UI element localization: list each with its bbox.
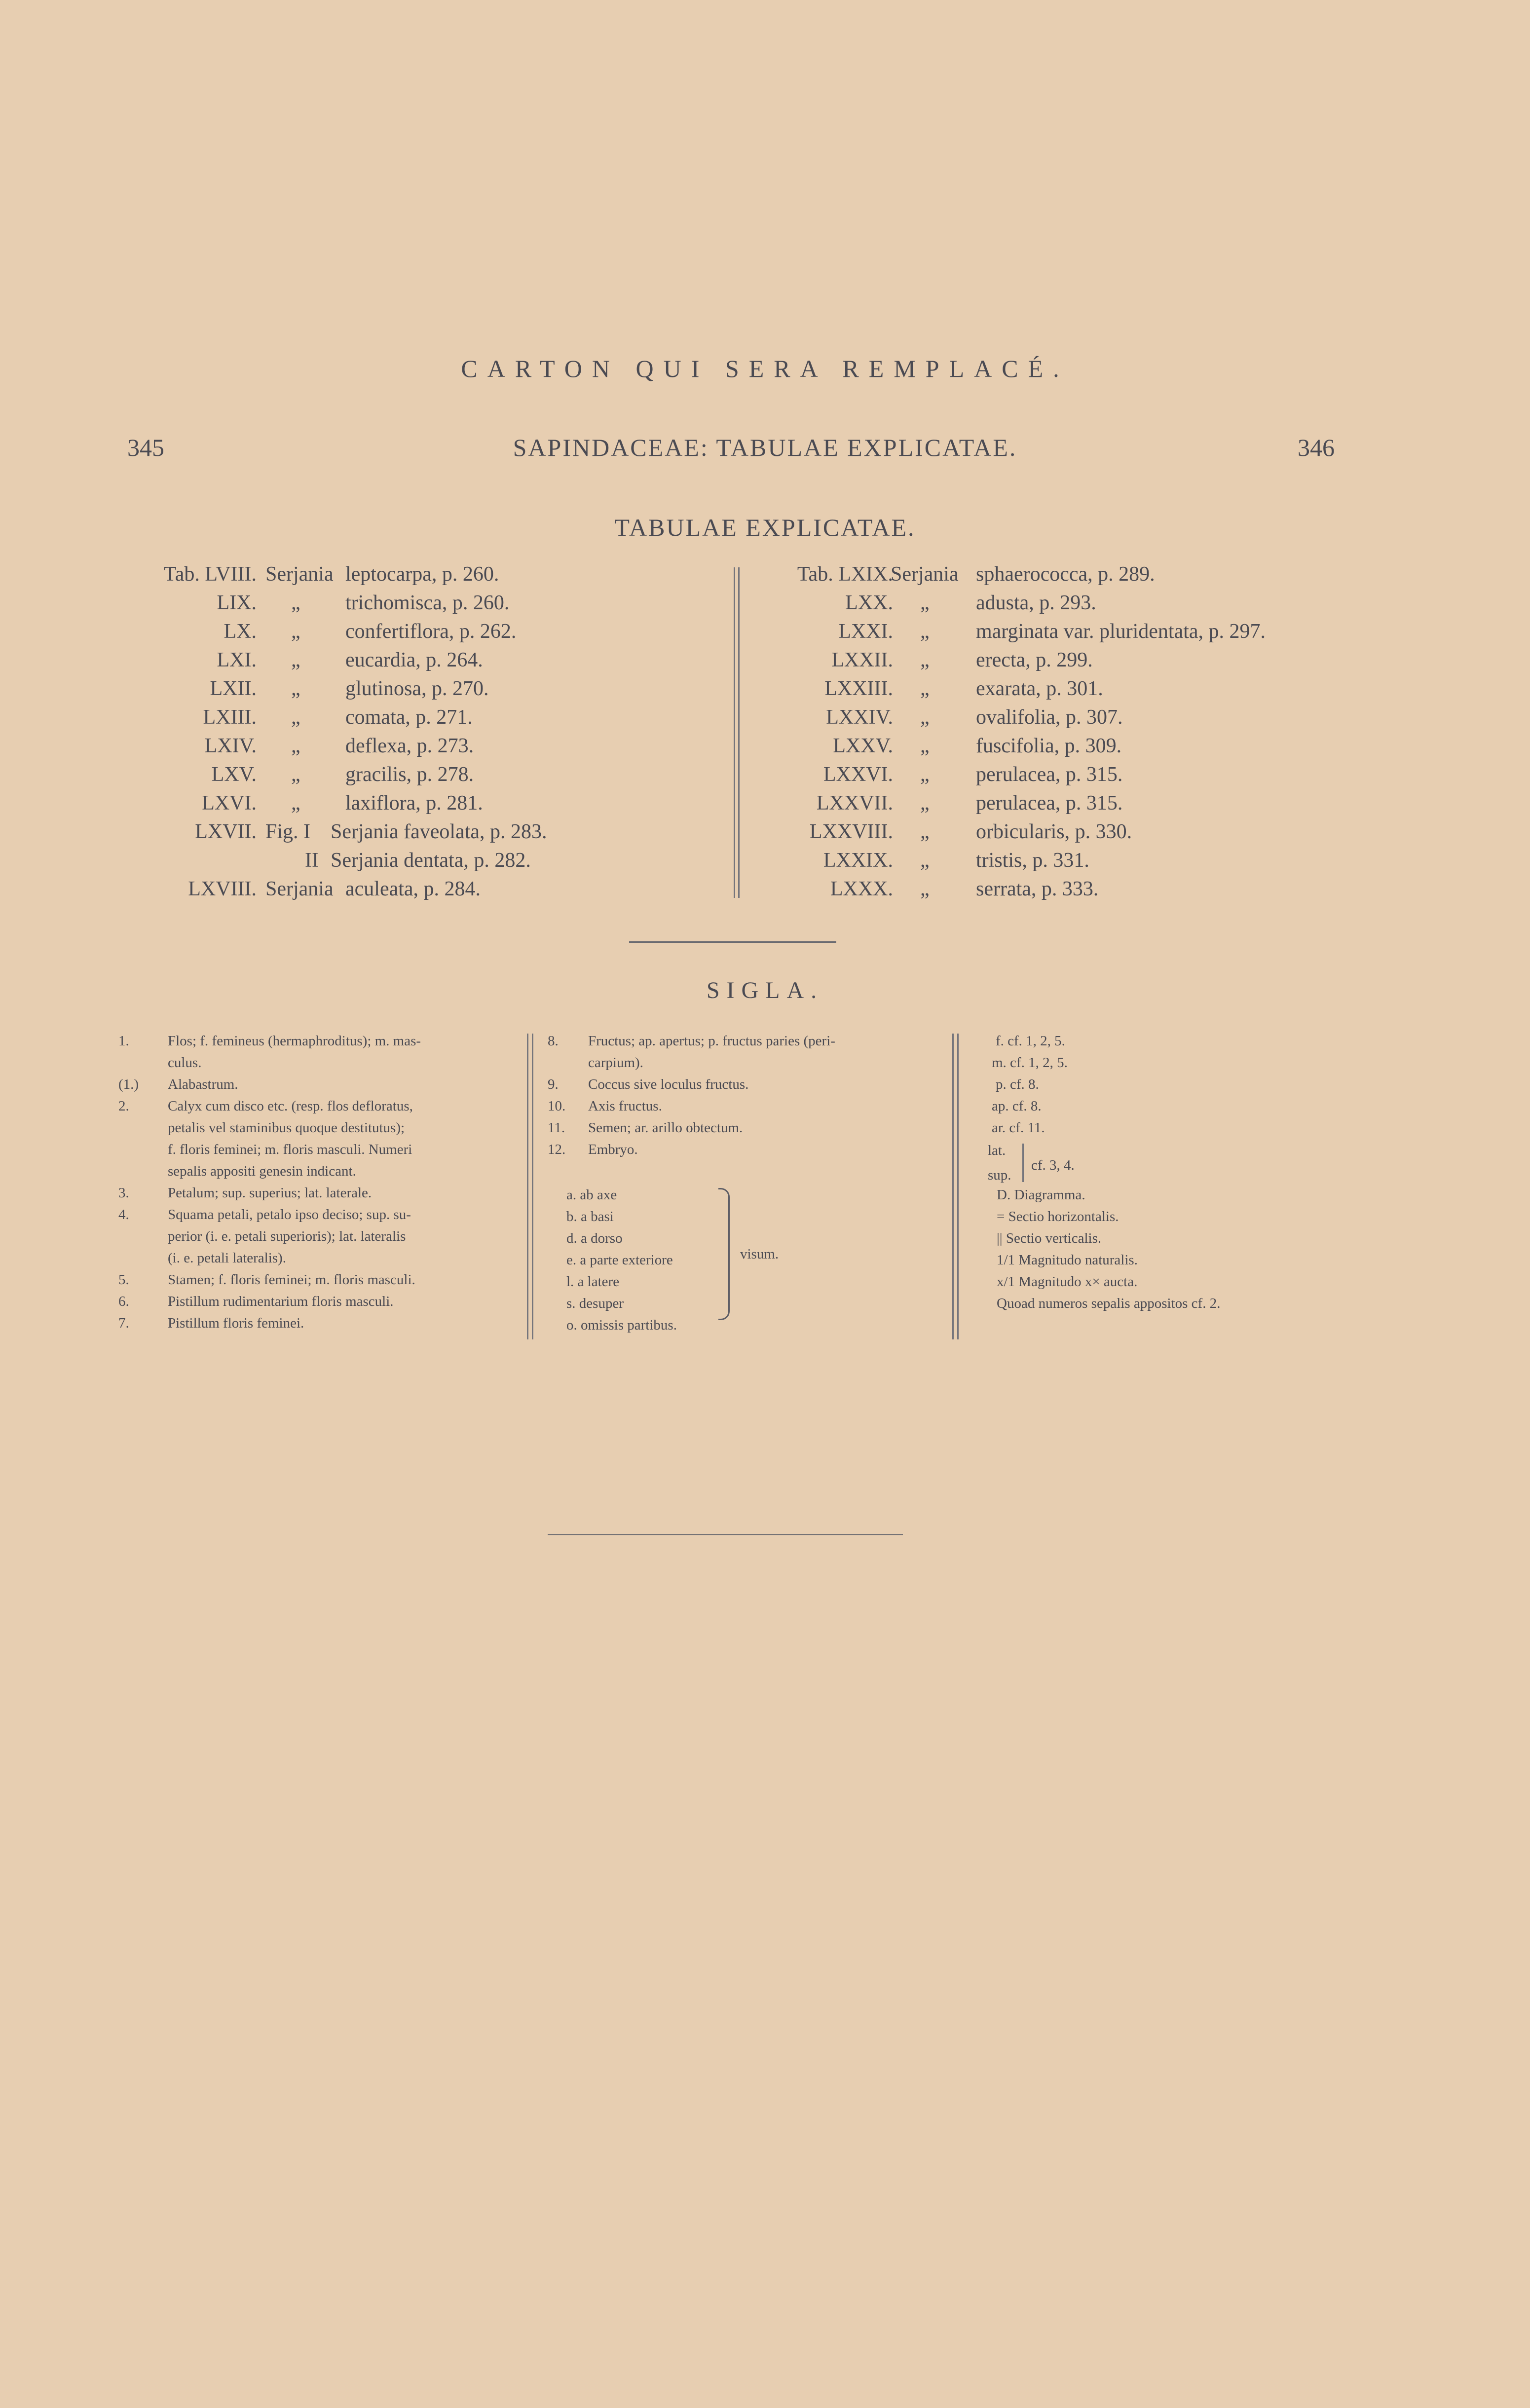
plate-species: tristis, p. 331. [976, 849, 1089, 872]
plate-number: LXXX. [830, 878, 893, 900]
sigla-text: Stamen; f. floris feminei; m. floris masculi. [168, 1272, 415, 1288]
plate-species: orbicularis, p. 330. [976, 820, 1132, 843]
plate-species: sphaerococca, p. 289. [976, 563, 1155, 586]
plate-number: LXX. [845, 592, 893, 614]
sigla-view: d. a dorso [566, 1230, 623, 1246]
sigla-view: a. ab axe [566, 1187, 617, 1203]
plate-species: ovalifolia, p. 307. [976, 706, 1123, 729]
plate-species: exarata, p. 301. [976, 677, 1103, 700]
plate-number: Tab. LXIX. [797, 563, 893, 586]
plate-genus: „ [291, 763, 300, 786]
sigla-text: Calyx cum disco etc. (resp. flos defloratus, [168, 1098, 413, 1114]
plate-number: LXVIII. [188, 878, 257, 900]
sigla-text: sepalis appositi genesin indicant. [168, 1163, 356, 1179]
plate-genus: „ [291, 620, 300, 643]
plate-number: LXI. [217, 649, 257, 671]
sigla-reference: m. cf. 1, 2, 5. [992, 1055, 1068, 1071]
sigla-view: s. desuper [566, 1296, 624, 1311]
plate-number: LXXV. [833, 735, 893, 757]
sigla-number: 9. [548, 1076, 559, 1092]
plate-species: serrata, p. 333. [976, 878, 1099, 900]
sigla-text: Coccus sive loculus fructus. [588, 1076, 749, 1092]
plate-species: eucardia, p. 264. [345, 649, 483, 671]
sigla-symbol: x/1 Magnitudo x× aucta. [997, 1274, 1138, 1290]
plate-entry [0, 877, 1480, 905]
plate-number: LXXIV. [826, 706, 893, 729]
plate-species: Serjania dentata, p. 282. [331, 849, 531, 872]
plate-entry [0, 591, 1480, 619]
views-brace [718, 1188, 730, 1320]
sigla-number: 3. [118, 1185, 129, 1201]
plate-genus: „ [291, 735, 300, 757]
section-rule [629, 941, 836, 943]
plate-species: fuscifolia, p. 309. [976, 735, 1122, 757]
sigla-symbol: Quoad numeros sepalis appositos cf. 2. [997, 1296, 1221, 1311]
sigla-title: SIGLA. [706, 977, 824, 1003]
plate-entry [0, 791, 1480, 819]
plate-species: erecta, p. 299. [976, 649, 1093, 671]
page-number-right: 346 [1298, 434, 1335, 461]
plate-number: LXIV. [204, 735, 257, 757]
sigla-number: 12. [548, 1142, 566, 1157]
plate-entry [0, 820, 1480, 848]
sigla-number: 6. [118, 1294, 129, 1309]
sigla-text: perior (i. e. petali superioris); lat. lateralis [168, 1228, 406, 1244]
sigla-text: (i. e. petali lateralis). [168, 1250, 286, 1266]
plate-number: LXII. [210, 677, 257, 700]
sigla-view: b. a basi [566, 1209, 614, 1224]
plate-entry [0, 620, 1480, 647]
plate-number: LXXIII. [824, 677, 893, 700]
sigla-text: Fructus; ap. apertus; p. fructus paries (peri- [588, 1033, 835, 1049]
plate-genus: „ [291, 592, 300, 614]
column-divider [952, 1034, 954, 1339]
sigla-reference: f. cf. 1, 2, 5. [996, 1033, 1065, 1049]
sigla-number: 8. [548, 1033, 559, 1049]
plate-number: LXV. [211, 763, 257, 786]
sigla-symbol: || Sectio verticalis. [997, 1230, 1102, 1246]
views-label: visum. [740, 1246, 779, 1262]
plate-genus: „ [920, 820, 930, 843]
plate-species: perulacea, p. 315. [976, 763, 1123, 786]
sigla-symbol: D. Diagramma. [997, 1187, 1085, 1203]
sigla-reference: p. cf. 8. [996, 1076, 1039, 1092]
plate-species: marginata var. pluridentata, p. 297. [976, 620, 1266, 643]
plate-species: adusta, p. 293. [976, 592, 1096, 614]
plate-species: gracilis, p. 278. [345, 763, 474, 786]
plate-species: aculeata, p. 284. [345, 878, 481, 900]
column-divider [957, 1034, 959, 1339]
plate-genus: „ [920, 677, 930, 700]
plate-number: Tab. LVIII. [164, 563, 257, 586]
sigla-view: l. a latere [566, 1274, 620, 1290]
plate-entry [0, 648, 1480, 676]
plate-genus: „ [920, 763, 930, 786]
sigla-view: o. omissis partibus. [566, 1317, 677, 1333]
plate-species: glutinosa, p. 270. [345, 677, 489, 700]
plate-genus: „ [920, 592, 930, 614]
sigla-text: petalis vel staminibus quoque destitutus); [168, 1120, 405, 1136]
sigla-text: Squama petali, petalo ipso deciso; sup. su- [168, 1207, 411, 1223]
plate-number: LXXII. [831, 649, 893, 671]
plate-species: confertiflora, p. 262. [345, 620, 517, 643]
plate-number: LXVI. [202, 792, 257, 815]
plate-number: LXIII. [203, 706, 257, 729]
sigla-reference: lat. [988, 1143, 1006, 1158]
sigla-reference: ap. cf. 8. [992, 1098, 1042, 1114]
plate-number: LXVII. [195, 820, 257, 843]
sigla-text: Flos; f. femineus (hermaphroditus); m. mas- [168, 1033, 421, 1049]
plate-genus: „ [920, 649, 930, 671]
carton-notice: CARTON QUI SERA REMPLACÉ. [461, 355, 1069, 382]
sigla-text: Pistillum rudimentarium floris masculi. [168, 1294, 394, 1309]
plate-genus: „ [920, 706, 930, 729]
sigla-text: Alabastrum. [168, 1076, 238, 1092]
plate-species: laxiflora, p. 281. [345, 792, 483, 815]
sigla-number: 2. [118, 1098, 129, 1114]
plate-entry [0, 677, 1480, 704]
column-divider [532, 1034, 533, 1339]
plate-genus: „ [920, 735, 930, 757]
plate-species: perulacea, p. 315. [976, 792, 1123, 815]
plate-genus: „ [920, 792, 930, 815]
plate-figure: Fig. I [265, 820, 311, 843]
plate-genus: Serjania [891, 563, 959, 586]
plate-number: LXXVIII. [809, 820, 893, 843]
plate-number: LXXVI. [823, 763, 893, 786]
section-title: TABULAE EXPLICATAE. [614, 514, 916, 541]
sigla-text: Axis fructus. [588, 1098, 662, 1114]
plate-genus: „ [920, 849, 930, 872]
plate-species: comata, p. 271. [345, 706, 473, 729]
sigla-symbol: = Sectio horizontalis. [997, 1209, 1119, 1224]
plate-genus: „ [920, 878, 930, 900]
sigla-text: Embryo. [588, 1142, 638, 1157]
plate-figure: II [305, 849, 319, 872]
plate-number: LXXIX. [823, 849, 893, 872]
plate-number: LXXVII. [816, 792, 893, 815]
plate-species: deflexa, p. 273. [345, 735, 474, 757]
plate-entry [0, 734, 1480, 762]
plate-entry [0, 849, 1480, 876]
plate-genus: Serjania [265, 563, 334, 586]
plate-species: trichomisca, p. 260. [345, 592, 510, 614]
sigla-text: Petalum; sup. superius; lat. laterale. [168, 1185, 372, 1201]
plate-entry [0, 763, 1480, 790]
running-title: SAPINDACEAE: TABULAE EXPLICATAE. [513, 434, 1017, 461]
sigla-text: culus. [168, 1055, 202, 1071]
column-divider [527, 1034, 528, 1339]
plate-genus: „ [291, 649, 300, 671]
sigla-reference: sup. [988, 1167, 1011, 1183]
sigla-text: Semen; ar. arillo obtectum. [588, 1120, 743, 1136]
sigla-number: 1. [118, 1033, 129, 1049]
plate-species: Serjania faveolata, p. 283. [331, 820, 547, 843]
sigla-reference: ar. cf. 11. [992, 1120, 1045, 1136]
plate-genus: Serjania [265, 878, 334, 900]
plate-genus: „ [920, 620, 930, 643]
sigla-number: 5. [118, 1272, 129, 1288]
sigla-text: carpium). [588, 1055, 643, 1071]
closing-rule [548, 1534, 903, 1535]
plate-entry [0, 562, 1480, 590]
plate-genus: „ [291, 706, 300, 729]
plate-genus: „ [291, 792, 300, 815]
plate-entry [0, 705, 1480, 733]
sigla-text: Pistillum floris feminei. [168, 1315, 304, 1331]
sigla-text: f. floris feminei; m. floris masculi. Numeri [168, 1142, 412, 1157]
sigla-number: 7. [118, 1315, 129, 1331]
plate-species: leptocarpa, p. 260. [345, 563, 499, 586]
latsup-bracket [1022, 1144, 1024, 1182]
sigla-number: (1.) [118, 1076, 139, 1092]
sigla-symbol: 1/1 Magnitudo naturalis. [997, 1252, 1138, 1268]
sigla-number: 11. [548, 1120, 565, 1136]
sigla-number: 4. [118, 1207, 129, 1223]
plate-number: LIX. [217, 592, 257, 614]
sigla-reference: cf. 3, 4. [1031, 1157, 1075, 1173]
plate-number: LX. [224, 620, 257, 643]
sigla-view: e. a parte exteriore [566, 1252, 673, 1268]
plate-genus: „ [291, 677, 300, 700]
page-number-left: 345 [127, 434, 164, 461]
sigla-number: 10. [548, 1098, 566, 1114]
plate-number: LXXI. [838, 620, 893, 643]
